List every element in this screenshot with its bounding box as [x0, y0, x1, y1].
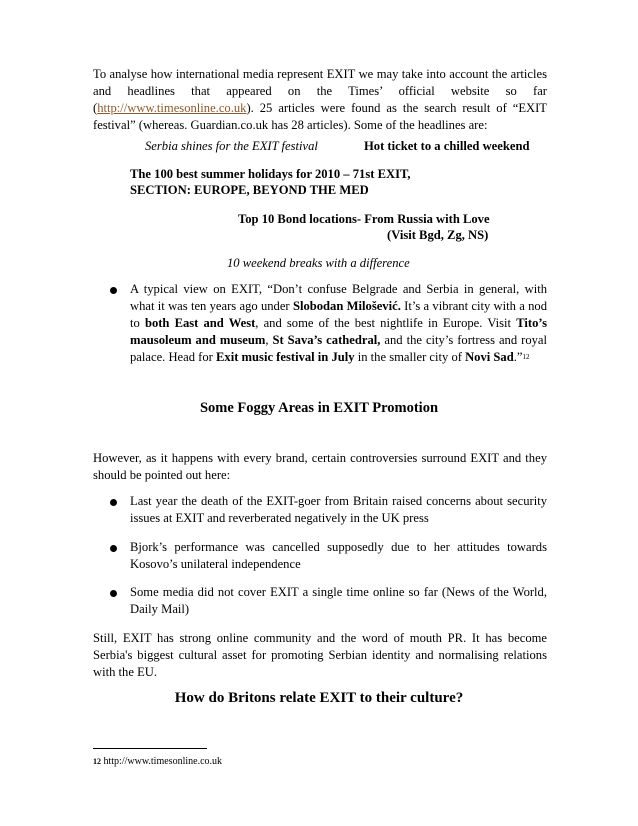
- intro-paragraph: [93, 66, 547, 134]
- bullet-dot: [110, 287, 117, 294]
- headline-hot-ticket: Hot ticket to a chilled weekend: [364, 139, 530, 153]
- list-item: [110, 584, 547, 618]
- headline-serbia-shines: Serbia shines for the EXIT festival: [145, 139, 318, 153]
- list-item: [110, 539, 547, 573]
- headline-best-summer-holidays: The 100 best summer holidays for 2010 – 71st EXIT,: [130, 167, 411, 181]
- bullet-dot: [110, 545, 117, 552]
- headline-weekend-breaks: 10 weekend breaks with a difference: [227, 256, 410, 270]
- intro-text-end: ). 25 articles were found as the search result of “EXIT festival” (whereas. Guardian.co.uk has 28 articles). Some of the headlines are:: [93, 101, 547, 132]
- closing-paragraph: Still, EXIT has strong online community and the word of mouth PR. It has become Serbia's biggest cultural asset for promoting Serbian identity and normalising relations with the EU.: [93, 631, 547, 679]
- list-item-text: Last year the death of the EXIT-goer from Britain raised concerns about security issues at EXIT and reverberated negatively in the UK press: [130, 494, 547, 525]
- section-heading-foggy-areas: Some Foggy Areas in EXIT Promotion: [199, 400, 439, 416]
- bullet-dot: [110, 590, 117, 597]
- list-item-text: Bjork’s performance was cancelled supposedly due to her attitudes towards Kosovo’s unilateral independence: [130, 540, 547, 571]
- controversies-intro: However, as it happens with every brand, certain controversies surround EXIT and they should be pointed out here:: [93, 451, 547, 482]
- list-item-text: Some media did not cover EXIT a single time online so far (News of the World, Daily Mail): [130, 585, 547, 616]
- footnote-divider: [93, 748, 207, 749]
- intro-text-start: To analyse how international media represent EXIT we may take into account the articles and headlines that appeared on the Times’ official website so far (: [93, 67, 547, 115]
- headline-section-europe: SECTION: EUROPE, BEYOND THE MED: [130, 183, 369, 197]
- footnote-ref: 12: [522, 353, 530, 361]
- times-website-link[interactable]: http://www.timesonline.co.uk: [97, 101, 247, 115]
- headline-bond-locations: Top 10 Bond locations- From Russia with Love: [238, 212, 490, 226]
- quote-bullet: [110, 281, 547, 366]
- footnote-url[interactable]: http://www.timesonline.co.uk: [103, 756, 223, 767]
- bullet-dot: [110, 499, 117, 506]
- headline-visit-bgd: (Visit Bgd, Zg, NS): [387, 228, 489, 242]
- section-heading-britons: How do Britons relate EXIT to their culture?: [174, 690, 464, 706]
- footnote: [93, 753, 222, 770]
- footnote-number: 12: [93, 757, 101, 766]
- quote-bullet-text: A typical view on EXIT, “Don’t confuse Belgrade and Serbia in general, with what it was ten years ago under Slobodan Milošević. It’s a vibrant city with a nod to both East and West, and some of the best nightlife in Europe. Visit Tito’s mausoleum and museum, St Sava’s cathedral, and the city’s fortress and royal palace. Head for Exit music festival in July in the smaller city of Novi Sad.”$^{12}$: [130, 282, 548, 364]
- list-item: [110, 493, 547, 527]
